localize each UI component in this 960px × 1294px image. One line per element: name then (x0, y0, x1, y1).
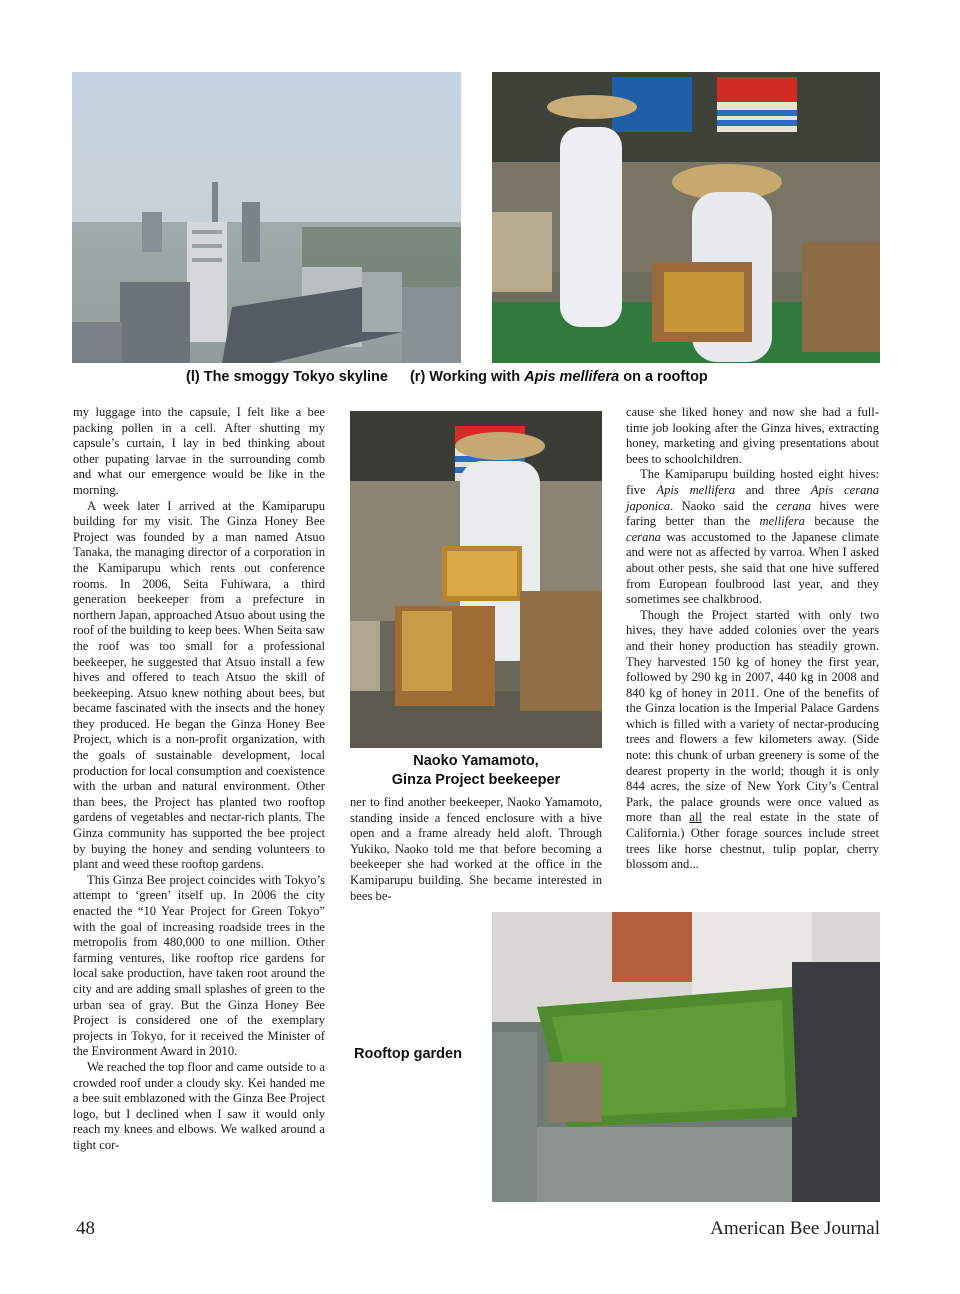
naoko-caption-line1: Naoko Yamamoto, (413, 753, 539, 769)
col3-paragraph-1: cause she liked honey and now she had a full-time job looking after the Ginza hives, extracting honey, marketing and giving presentations about bees to schoolchildren. (626, 405, 879, 466)
article-column-1 (73, 405, 325, 1154)
rooftop-caption: (r) Working with Apis mellifera on a rooftop (409, 369, 708, 385)
col1-paragraph-2: A week later I arrived at the Kamiparupu building for my visit. The Ginza Honey Bee Project was founded by a man named Atsuo Tanaka, the managing director of a corporation in the Kamiparupu which rents out conference rooms. In 2006, Seita Fuhiwara, a third generation beekeeper from a prefecture in northern Japan, approached Atsuo about using the roof of the building to keep bees. When Seita saw the roof was too small for a professional beekeeper, he suggested that Atsuo install a few hives and offered to teach Atsuo the skill of beekeeping. Atsuo knew nothing about bees, but became fascinated with the insects and the honey they produced. He began the Ginza Honey Bee Project, which is a non-profit organization, with the goals of sustainable development, local production for local consumption and coexistence with the urban and natural environment. Other than bees, the Project has planted two rooftop gardens of vegetables and nectar-rich plants. The Ginza community has supported the bee project by buying the honey and sending volunteers to plant and weed these rooftop gardens. (73, 498, 325, 872)
rooftop-beekeepers-image (492, 72, 880, 363)
tokyo-skyline-image (72, 72, 461, 363)
rooftop-garden-photo (492, 912, 880, 1202)
skyline-caption: (l) The smoggy Tokyo skyline (186, 369, 388, 385)
col3-paragraph-3: Though the Project started with only two hives, they have added colonies over the years and their honey production has steadily grown. They harvested 150 kg of honey the first year, followed by 290 kg in 2007, 440 kg in 2008 and 840 kg of honey in 2011. One of the benefits of the Ginza location is the Imperial Palace Gardens which is filled with a variety of nectar-producing trees and flowers a few kilometers away. (Side note: this chunk of urban greenery is some of the dearest property in the world; though it is only 844 acres, the size of New York City’s Central Park, the palace grounds were once valued as more than all the real estate in the state of California.) Other forage sources include street trees like horse chestnut, tulip poplar, cherry blossom and... (626, 607, 879, 872)
naoko-caption (350, 752, 602, 790)
col3-paragraph-2: The Kamiparupu building hosted eight hives: five Apis mellifera and three Apis cerana japonica. Naoko said the cerana hives were faring better than the mellifera because the cerana was accustomed to the Japanese climate and were not as affected by varroa. When I asked about other pests, she said that one hive suffered from European foulbrood last year, and they sometimes see chalkbrood. (626, 467, 879, 607)
rooftop-beekeepers-photo (492, 72, 880, 363)
naoko-yamamoto-photo (350, 411, 602, 748)
col2-paragraph-1: ner to find another beekeeper, Naoko Yamamoto, standing inside a fenced enclosure with a hive open and a frame already held aloft. Through Yukiko, Naoko told me that before becoming a beekeeper she had worked at the office in the Kamiparupu building. She became interested in bees be- (350, 795, 602, 903)
rooftop-garden-image (492, 912, 880, 1202)
col1-paragraph-3: This Ginza Bee project coincides with Tokyo’s attempt to ‘green’ itself up. In 2006 the city enacted the “10 Year Project for Green Tokyo” with the goal of increasing roadside trees in the metropolis from 480,000 to one million. Other farming ventures, like rooftop rice gardens for local sake production, have taken root around the city and are adding small splashes of green to the urban sea of gray. But the Ginza Honey Bee Project is considered one of the exemplary projects in Tokyo, for it received the Minister of the Environment Award in 2010. (73, 872, 325, 1059)
top-photos-caption (186, 369, 806, 385)
article-column-2 (350, 795, 602, 904)
article-column-3 (626, 405, 879, 873)
page-number: 48 (76, 1218, 95, 1239)
naoko-image (350, 411, 602, 748)
col1-paragraph-1: my luggage into the capsule, I felt like a bee packing pollen in a cell. After shutting my capsule’s curtain, I lay in bed thinking about other pupating larvae in the surrounding comb and what our emergence would be like in the morning. (73, 405, 325, 497)
journal-title: American Bee Journal (710, 1218, 880, 1239)
col1-paragraph-4: We reached the top floor and came outside to a crowded roof under a cloudy sky. Kei handed me a bee suit emblazoned with the Ginza Bee Project logo, but I declined when I saw it would only reach my knees and elbows. We walked around a tight cor- (73, 1059, 325, 1152)
naoko-caption-line2: Ginza Project beekeeper (391, 772, 561, 788)
tokyo-skyline-photo (72, 72, 461, 363)
garden-caption: Rooftop garden (354, 1046, 462, 1062)
